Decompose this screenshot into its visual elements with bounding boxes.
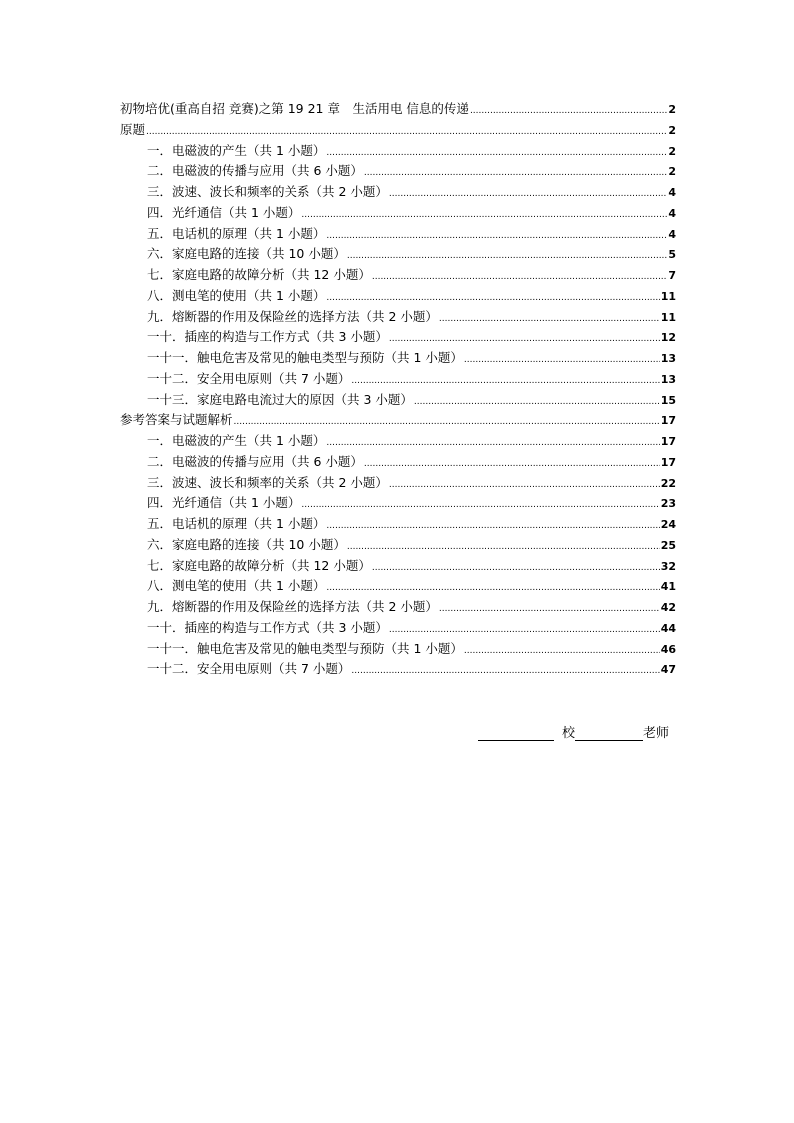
- toc-entry-page: 17: [660, 435, 676, 448]
- dot-leader: [364, 452, 660, 475]
- teacher-blank[interactable]: [575, 726, 643, 741]
- toc-entry[interactable]: [120, 576, 676, 597]
- toc-entry-page: 11: [660, 310, 676, 324]
- toc-entry[interactable]: [120, 431, 676, 452]
- toc-entry[interactable]: [120, 120, 676, 141]
- dot-leader: [146, 120, 667, 143]
- toc-entry-page: 2: [668, 165, 676, 179]
- toc-entry-page: 41: [660, 580, 676, 594]
- toc-entry-title: 一十一．触电危害及常见的触电类型与预防（共 1 小题）: [147, 640, 463, 656]
- toc-entry-page: 13: [660, 352, 676, 365]
- toc-entry-page: 4: [668, 186, 676, 199]
- toc-entry-page: 11: [660, 289, 676, 303]
- toc-entry-title: 一十二．安全用电原则（共 7 小题）: [147, 661, 351, 677]
- toc-entry-title: 六．家庭电路的连接（共 10 小题）: [147, 246, 346, 262]
- toc-entry-title: 八．测电笔的使用（共 1 小题）: [147, 287, 326, 303]
- teacher-label: 老师: [643, 726, 670, 741]
- toc-entry-title: 二．电磁波的传播与应用（共 6 小题）: [147, 453, 363, 469]
- toc-entry-page: 44: [660, 621, 676, 635]
- dot-leader: [326, 514, 659, 537]
- toc-entry-page: 17: [660, 455, 676, 469]
- toc-entry-page: 4: [668, 206, 676, 220]
- toc-entry-page: 25: [660, 538, 676, 552]
- toc-entry[interactable]: [120, 597, 676, 618]
- dot-leader: [326, 431, 659, 454]
- dot-leader: [464, 348, 660, 371]
- dot-leader: [414, 390, 660, 413]
- toc-entry-title: 五．电话机的原理（共 1 小题）: [147, 225, 326, 241]
- dot-leader: [439, 307, 660, 330]
- toc-entry-title: 一十．插座的构造与工作方式（共 3 小题）: [147, 329, 388, 345]
- table-of-contents: [120, 99, 676, 680]
- toc-entry[interactable]: [120, 452, 676, 473]
- dot-leader: [372, 556, 660, 579]
- dot-leader: [326, 141, 667, 164]
- toc-entry[interactable]: [120, 327, 676, 348]
- toc-entry-page: 2: [668, 103, 676, 116]
- toc-entry-page: 17: [660, 414, 676, 428]
- dot-leader: [326, 224, 667, 247]
- school-label: 校: [562, 726, 576, 741]
- signature-line: [478, 722, 669, 741]
- toc-entry-title: 一十．插座的构造与工作方式（共 3 小题）: [147, 619, 388, 635]
- toc-entry[interactable]: [120, 348, 676, 369]
- toc-entry-title: 三．波速、波长和频率的关系（共 2 小题）: [147, 474, 388, 490]
- dot-leader: [234, 410, 660, 433]
- toc-entry[interactable]: [120, 203, 676, 224]
- dot-leader: [347, 244, 667, 267]
- toc-entry-title: 七．家庭电路的故障分析（共 12 小题）: [147, 557, 371, 573]
- toc-entry-page: 7: [668, 269, 676, 282]
- toc-entry-title: 参考答案与试题解析: [120, 412, 233, 428]
- toc-entry-title: 九．熔断器的作用及保险丝的选择方法（共 2 小题）: [147, 599, 438, 614]
- toc-entry-title: 原题: [120, 121, 146, 137]
- toc-entry[interactable]: [120, 473, 676, 494]
- toc-entry-page: 32: [660, 559, 676, 573]
- toc-entry[interactable]: [120, 224, 676, 245]
- toc-entry[interactable]: [120, 556, 676, 577]
- dot-leader: [439, 597, 660, 620]
- school-blank[interactable]: [478, 726, 554, 741]
- toc-entry-title: 七．家庭电路的故障分析（共 12 小题）: [147, 267, 371, 282]
- toc-entry[interactable]: [120, 141, 676, 162]
- toc-entry[interactable]: [120, 410, 676, 431]
- toc-entry-title: 初物培优(重高自招 竞赛)之第 19 21 章 生活用电 信息的传递: [120, 101, 469, 116]
- toc-entry-title: 一十一．触电危害及常见的触电类型与预防（共 1 小题）: [147, 350, 463, 365]
- toc-entry-title: 四．光纤通信（共 1 小题）: [147, 495, 301, 511]
- dot-leader: [326, 286, 659, 309]
- dot-leader: [364, 161, 667, 184]
- dot-leader: [372, 265, 667, 288]
- toc-entry-page: 2: [668, 123, 676, 137]
- toc-entry[interactable]: [120, 307, 676, 328]
- dot-leader: [351, 369, 659, 392]
- toc-entry-title: 一十三．家庭电路电流过大的原因（共 3 小题）: [147, 391, 413, 407]
- toc-entry-page: 13: [660, 372, 676, 386]
- toc-entry-title: 三．波速、波长和频率的关系（共 2 小题）: [147, 184, 388, 199]
- toc-entry-title: 二．电磁波的传播与应用（共 6 小题）: [147, 163, 363, 179]
- toc-entry-page: 47: [660, 663, 676, 677]
- toc-entry-title: 四．光纤通信（共 1 小题）: [147, 204, 301, 220]
- dot-leader: [301, 203, 667, 226]
- toc-entry-page: 23: [660, 497, 676, 511]
- toc-entry[interactable]: [120, 535, 676, 556]
- toc-entry-page: 4: [668, 227, 676, 241]
- toc-entry-page: 15: [660, 393, 676, 407]
- toc-entry-title: 一．电磁波的产生（共 1 小题）: [147, 142, 326, 158]
- toc-entry-page: 12: [660, 331, 676, 345]
- toc-entry-page: 42: [660, 601, 676, 614]
- toc-entry-title: 九．熔断器的作用及保险丝的选择方法（共 2 小题）: [147, 308, 438, 324]
- toc-entry[interactable]: [120, 244, 676, 265]
- dot-leader: [389, 473, 660, 496]
- toc-entry[interactable]: [120, 265, 676, 286]
- toc-entry[interactable]: [120, 493, 676, 514]
- toc-entry-title: 一十二．安全用电原则（共 7 小题）: [147, 370, 351, 386]
- dot-leader: [389, 618, 660, 641]
- toc-entry[interactable]: [120, 514, 676, 535]
- dot-leader: [389, 182, 667, 205]
- dot-leader: [470, 99, 667, 122]
- dot-leader: [464, 639, 660, 662]
- toc-entry[interactable]: [120, 182, 676, 203]
- toc-entry[interactable]: [120, 390, 676, 411]
- toc-entry[interactable]: [120, 161, 676, 182]
- toc-entry[interactable]: [120, 369, 676, 390]
- toc-entry-title: 一．电磁波的产生（共 1 小题）: [147, 433, 326, 448]
- toc-entry-title: 八．测电笔的使用（共 1 小题）: [147, 578, 326, 594]
- toc-entry[interactable]: [120, 99, 676, 120]
- toc-entry-title: 六．家庭电路的连接（共 10 小题）: [147, 536, 346, 552]
- toc-entry[interactable]: [120, 659, 676, 680]
- dot-leader: [301, 493, 659, 516]
- toc-entry[interactable]: [120, 286, 676, 307]
- toc-entry-page: 46: [660, 642, 676, 656]
- dot-leader: [347, 535, 660, 558]
- dot-leader: [389, 327, 660, 350]
- toc-entry-title: 五．电话机的原理（共 1 小题）: [147, 516, 326, 531]
- toc-entry-page: 2: [668, 144, 676, 158]
- toc-entry-page: 24: [660, 518, 676, 531]
- dot-leader: [351, 659, 659, 682]
- toc-entry-page: 22: [660, 476, 676, 490]
- toc-entry-page: 5: [668, 248, 676, 262]
- dot-leader: [326, 576, 659, 599]
- toc-entry[interactable]: [120, 639, 676, 660]
- toc-entry[interactable]: [120, 618, 676, 639]
